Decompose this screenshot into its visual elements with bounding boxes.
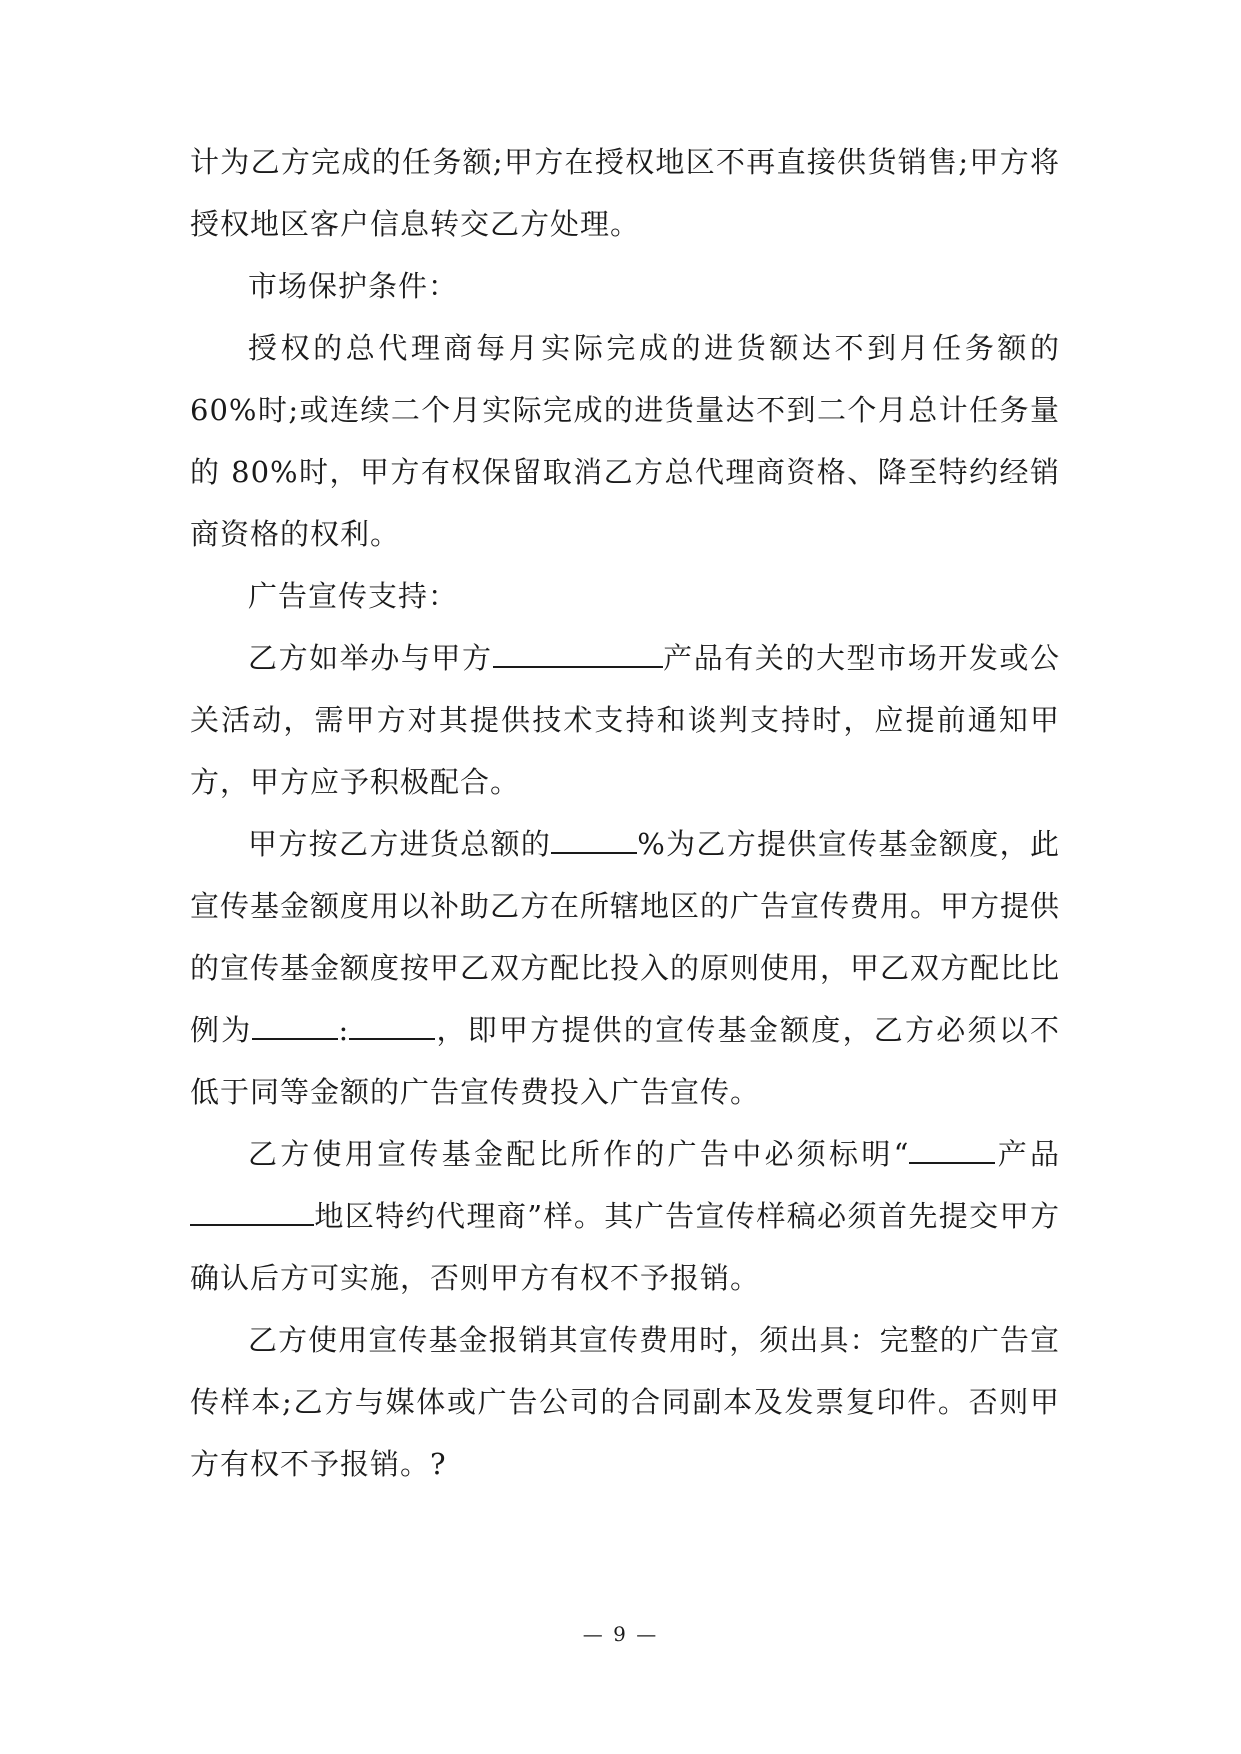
text-run: 产品有关的大型市场开发或公关活动，需甲方对其提供技术支持和谈判支持时，应提前通知甲方，甲方应予积极配合。 (190, 641, 1060, 799)
fill-in-blank-brand[interactable] (909, 1134, 995, 1164)
text-run: 地区特约代理商”样。其广告宣传样稿必须首先提交甲方确认后方可实施，否则甲方有权不予报销。 (190, 1199, 1060, 1295)
text-run: : (338, 1013, 350, 1047)
fill-in-blank-ratio-a[interactable] (252, 1010, 338, 1040)
text-run: 产品 (995, 1137, 1060, 1171)
paragraph-ad-labeling (190, 1123, 1060, 1309)
paragraph-reimbursement: 乙方使用宣传基金报销其宣传费用时，须出具：完整的广告宣传样本;乙方与媒体或广告公司的合同副本及发票复印件。否则甲方有权不予报销。? (190, 1323, 1060, 1481)
text-run: 乙方使用宣传基金配比所作的广告中必须标明“ (248, 1137, 910, 1171)
fill-in-blank-region[interactable] (190, 1196, 314, 1226)
fill-in-blank-ratio-b[interactable] (349, 1010, 435, 1040)
page-number: — 9 — (582, 1622, 659, 1646)
text-run: 乙方如举办与甲方 (248, 641, 493, 675)
fill-in-blank-product[interactable] (493, 638, 663, 668)
fill-in-blank-percentage[interactable] (551, 824, 637, 854)
text-run: ，即甲方提供的宣传基金额度，乙方必须以不低于同等金额的广告宣传费投入广告宣传。 (190, 1013, 1060, 1109)
paragraph-market-protection: 授权的总代理商每月实际完成的进货额达不到月任务额的 60%时;或连续二个月实际完成的进货量达不到二个月总计任务量的 80%时，甲方有权保留取消乙方总代理商资格、降至特约经销商资格的权利。 (190, 331, 1060, 551)
paragraph-market-activities (190, 627, 1060, 813)
paragraph-continuation: 计为乙方完成的任务额;甲方在授权地区不再直接供货销售;甲方将授权地区客户信息转交乙方处理。 (190, 145, 1060, 241)
text-run: 甲方按乙方进货总额的 (248, 827, 552, 861)
section-heading-market-protection: 市场保护条件： (248, 269, 459, 303)
body-text (190, 131, 1060, 1495)
text-run: %为乙方提供宣传基金额度，此宣传基金额度用以补助乙方在所辖地区的广告宣传费用。甲方提供的宣传基金额度按甲乙双方配比投入的原则使用，甲乙双方配比比例为 (190, 827, 1061, 1047)
paragraph-advertising-fund (190, 813, 1060, 1123)
section-heading-advertising-support: 广告宣传支持： (248, 579, 459, 613)
